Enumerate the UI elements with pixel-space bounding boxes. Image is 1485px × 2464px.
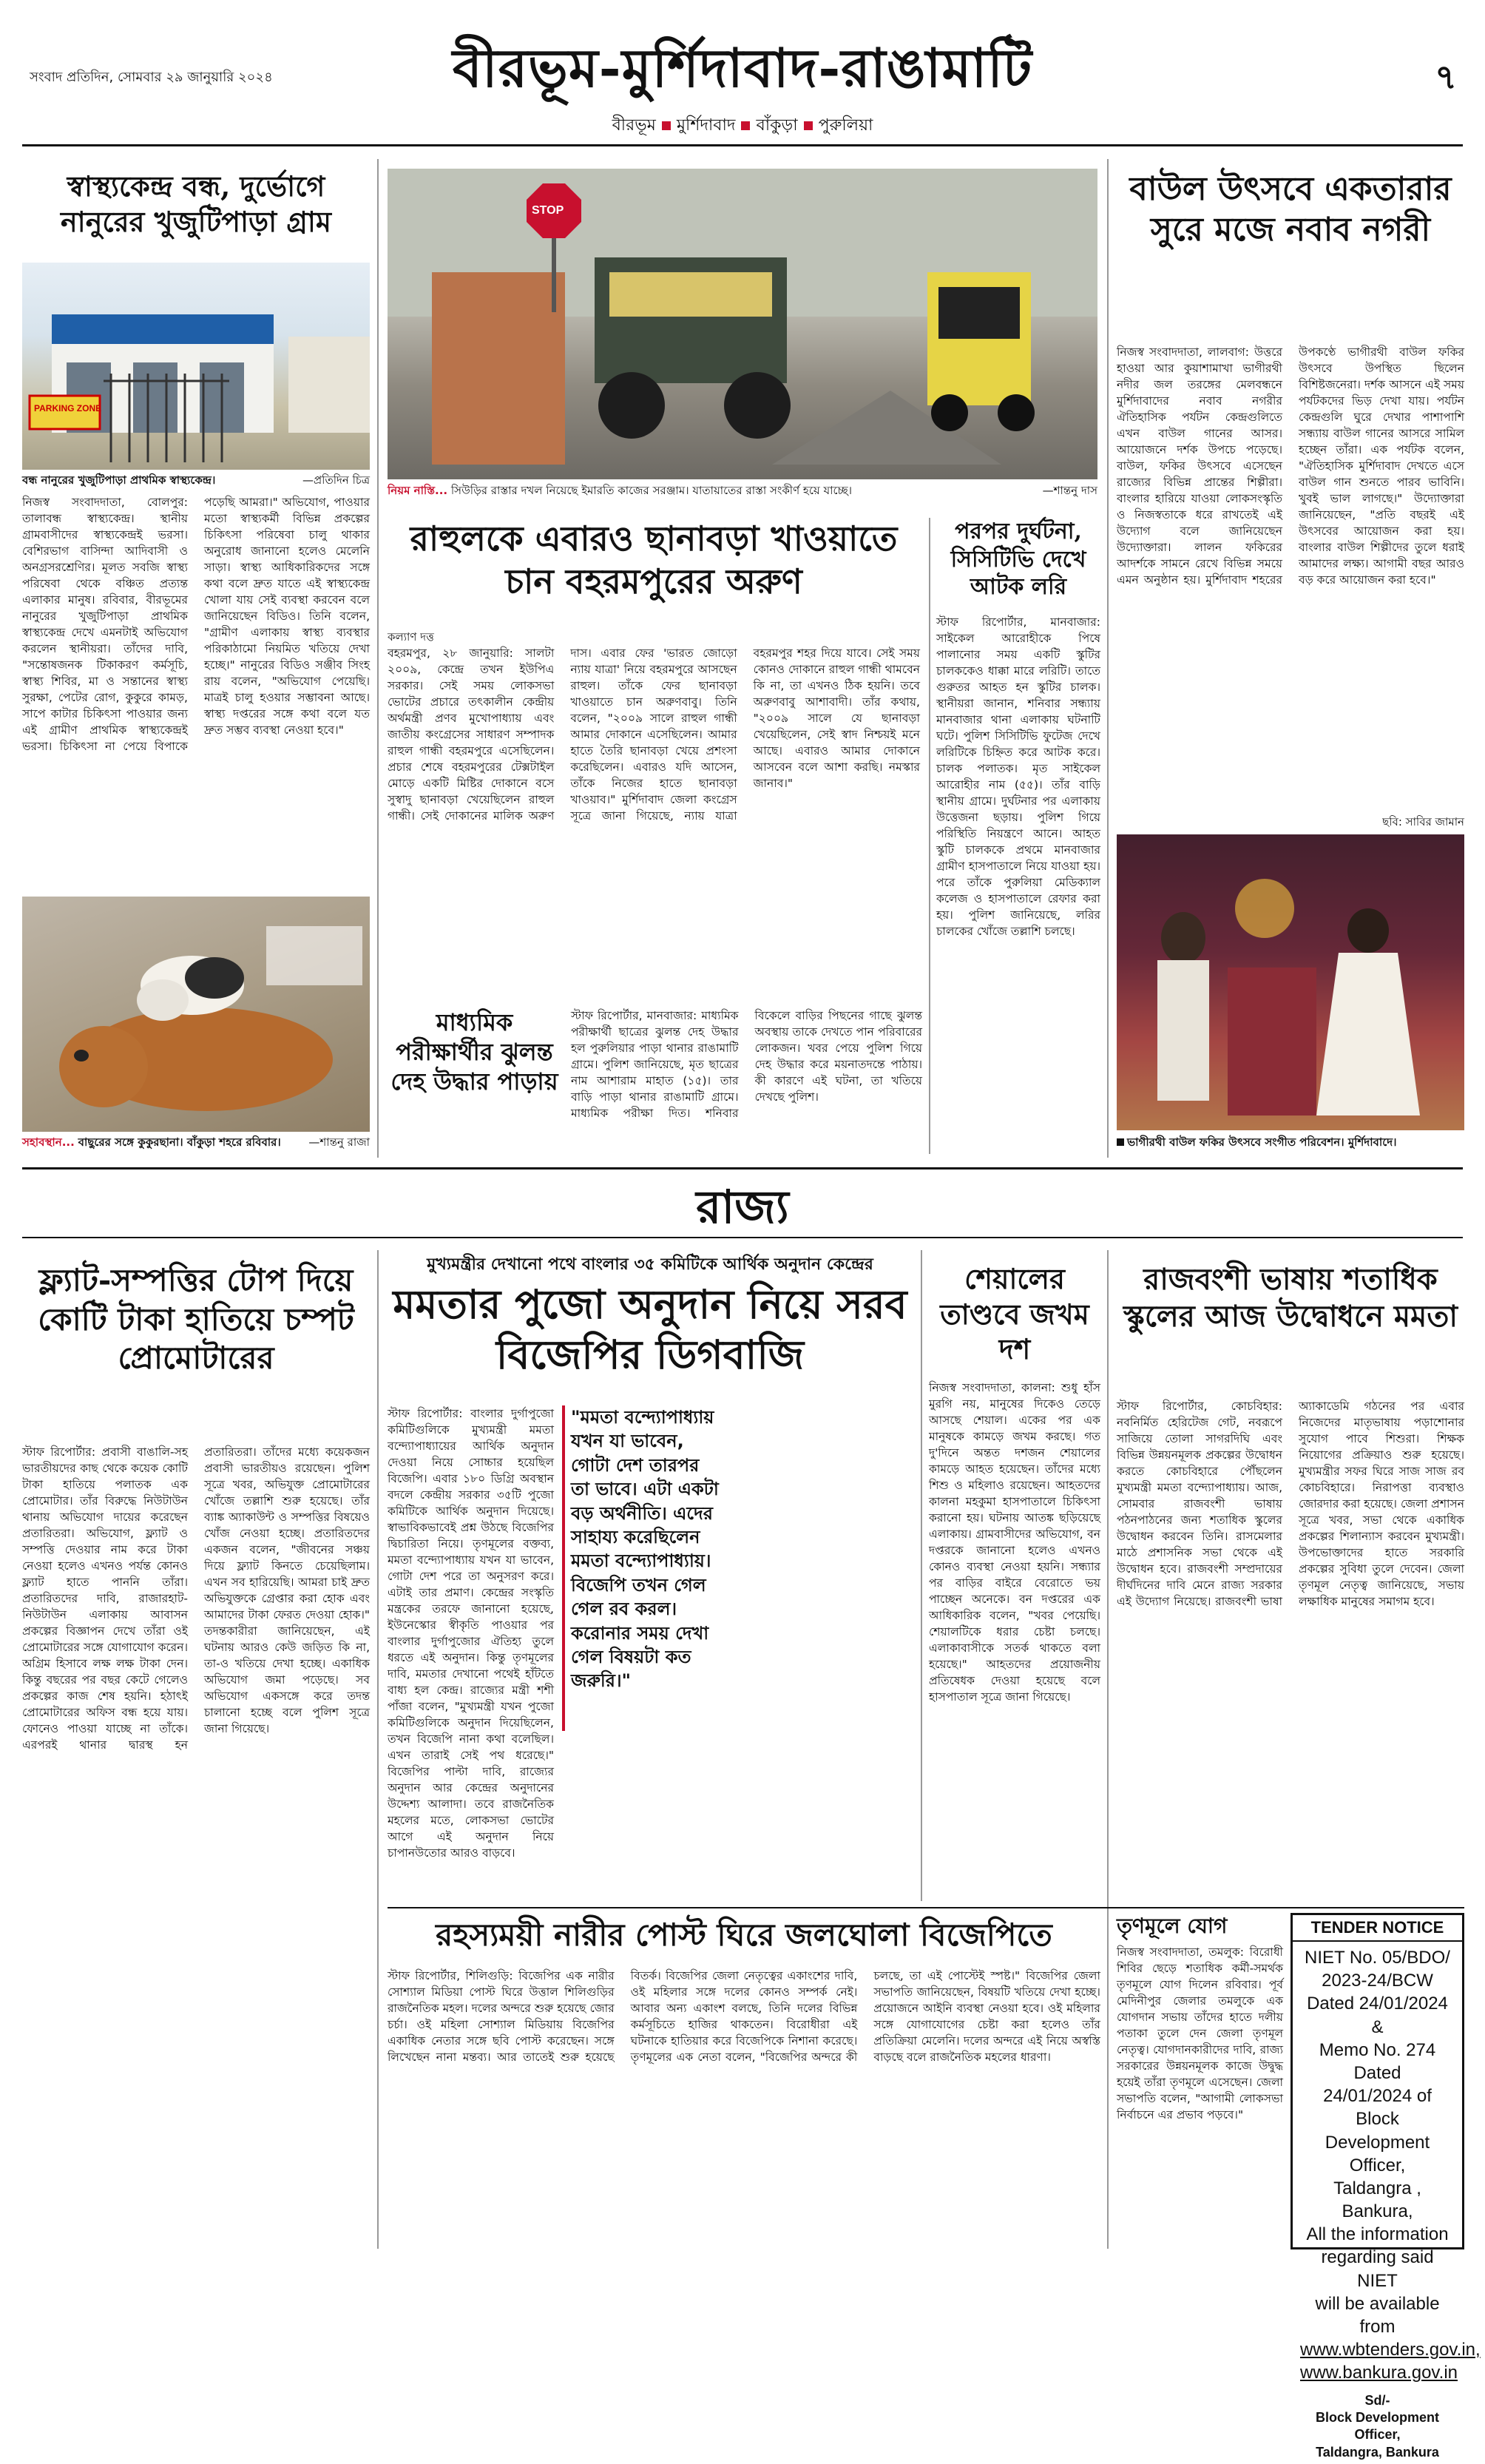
tender-notice-box xyxy=(1291,1913,1481,2460)
column-divider xyxy=(921,1250,922,1901)
tender-sign-line: Sd/- xyxy=(1364,2392,1390,2408)
caption-text: ভাগীরথী বাউল ফকির উৎসবে সংগীত পরিবেশন। মুর্শিদাবাদে। xyxy=(1127,1135,1397,1149)
square-bullet-icon xyxy=(804,121,813,130)
photo-credit: —শান্তনু দাস xyxy=(1042,484,1097,497)
body-pujo-continued xyxy=(732,1405,913,1742)
tender-line: 2023-24/BCW xyxy=(1322,1971,1433,1991)
photo-construction-road xyxy=(388,169,1097,479)
page-number: ৭ xyxy=(1435,57,1457,97)
headline-accident: পরপর দুর্ঘটনা, সিসিটিভি দেখে আটক লরি xyxy=(950,519,1086,600)
body-accident: স্টাফ রিপোর্টার, মানবাজার: সাইকেল আরোহীকে পিষে পালানোর সময় একটি স্কুটির চালককেও ধাক্কা মারে লরিটি। তাতে গুরুতর আহত হন স্কুটির চালক। স্থানীয়রা জানান, শনিবার সন্ধ্যায় মানবাজার থানা এলাকায় ঘটনাটি ঘটে। পুলিশ সিসিটিভি ফুটেজ দেখে লরিটিকে চিহ্নিত করে আটক করে। চালক পলাতক। মৃত সাইকেল আরোহীর নাম (৫৫)। তাঁর বাড়ি স্থানীয় গ্রামে। দুর্ঘটনার পর এলাকায় উত্তেজনা ছড়ায়। পুলিশ গিয়ে পরিস্থিতি নিয়ন্ত্রণে আনে। আহত স্কুটি চালককে প্রথমে মানবাজার গ্রামীণ হাসপাতালে নিয়ে যাওয়া হয়। পরে তাঁকে পুরুলিয়া মেডিক্যাল কলেজ ও হাসপাতালে রেফার করা হয়। পুলিশ জানিয়েছে, লরির চালকের খোঁজে তল্লাশি চলছে। xyxy=(936,615,1100,938)
photo-caption-stop xyxy=(388,484,1097,499)
column-divider xyxy=(1107,159,1109,1158)
caption-text: বাছুরের সঙ্গে কুকুরছানা। বাঁকুড়া শহরে রবিবার। xyxy=(78,1135,281,1149)
pull-quote-pujo xyxy=(562,1405,721,1731)
tender-link[interactable]: www.wbtenders.gov.in, xyxy=(1300,2340,1481,2360)
tender-link[interactable]: www.bankura.gov.in xyxy=(1300,2363,1458,2383)
tender-line: All the information xyxy=(1306,2224,1449,2245)
column-divider xyxy=(1107,1250,1109,2249)
headline-baul: বাউল উৎসবে একতারার সুরে মজে নবাব নগরী xyxy=(1129,170,1452,249)
tender-line: Memo No. 274 Dated xyxy=(1319,2039,1436,2083)
section-heading-rajya: রাজ্য xyxy=(696,1180,789,1234)
body-baul: নিজস্ব সংবাদদাতা, লালবাগ: উত্তরে হাওয়া আর কুয়াশামাখা ভাগীরথী নদীর জল তরঙ্গের মেলবন্ধনে মুর্শিদাবাদের নবাব নগরীর ঐতিহাসিক পর্যটন কেন্দ্রগুলিতে এখন বাউল গানের আসর। আয়োজনে দর্শক উপচে পড়েছে। বাউল, ফকির উৎসবে এসেছেন রাজ্যের বিভিন্ন প্রান্তের শিল্পীরা। বাংলার হারিয়ে যাওয়া লোকসংস্কৃতি ও নিজস্বতাকে ধরে রাখতেই এই উদ্যোগ বলে জানিয়েছেন উদ্যোক্তারা। লালন ফকিরের আদর্শকে সামনে রেখে বিভিন্ন সময়ে এমন অনুষ্ঠান হয়। মুর্শিদাবাদ শহরের উপকণ্ঠে ভাগীরথী বাউল ফকির উৎসবে উপস্থিত ছিলেন বিশিষ্টজনেরা। দর্শক আসনে এই সময় পর্যটকদের ভিড় দেখা যায়। পর্যটন কেন্দ্রগুলি ঘুরে দেখার পাশাপাশি সন্ধ্যায় বাউল গানের আসরে সামিল হচ্ছেন তাঁরা। এক পর্যটক বলেন, "ঐতিহাসিক মুর্শিদাবাদ দেখতে এসে বাউল গান শুনতে পারব ভাবিনি। খুবই ভাল লাগছে।" উদ্যোক্তারা জানিয়েছেন, "প্রতি বছরই এই উৎসবের আয়োজন করা হয়। বাংলার বাউল শিল্পীদের তুলে ধরাই আমাদের লক্ষ্য। আগামী বছর আরও বড় করে আয়োজন করা হবে।" xyxy=(1117,345,1464,587)
square-bullet-icon xyxy=(662,121,671,130)
body-rajbanshi: স্টাফ রিপোর্টার, কোচবিহার: নবনির্মিত হেরিটেজ গেট, নবরূপে সাজিয়ে তোলা সাগরদিঘি এবং বিভিন্ন উন্নয়নমূলক প্রকল্পের উদ্বোধন করতে কোচবিহারে পৌঁছলেন মুখ্যমন্ত্রী মমতা বন্দ্যোপাধ্যায়। আজ, সোমবার রাজবংশী ভাষায় পঠনপাঠনের জন্য শতাধিক স্কুলের উদ্বোধন করবেন তিনি। রাসমেলার মাঠে প্রশাসনিক সভা থেকে এই উদ্বোধন হবে। রাজবংশী সম্প্রদায়ের দীর্ঘদিনের দাবি মেনে রাজ্য সরকার এই উদ্যোগ নিয়েছে। রাজবংশী ভাষা অ্যাকাডেমি গঠনের পর এবার নিজেদের মাতৃভাষায় পড়াশোনার সুযোগ পাবে শিশুরা। শিক্ষক নিয়োগের প্রক্রিয়াও শুরু হয়েছে। মুখ্যমন্ত্রীর সফর ঘিরে সাজ সাজ রব কোচবিহারে। নিরাপত্তা ব্যবস্থাও জোরদার করা হয়েছে। জেলা প্রশাসন সূত্রে খবর, সভা থেকে একাধিক প্রকল্পের শিলান্যাস করবেন মুখ্যমন্ত্রী। উপভোক্তাদের হাতে সরকারি প্রকল্পের সুবিধা তুলে দেবেন। জেলা তৃণমূল নেতৃত্ব জানিয়েছে, সভায় লক্ষাধিক মানুষের সমাগম হবে। xyxy=(1117,1400,1464,1608)
body-health: নিজস্ব সংবাদদাতা, বোলপুর: তালাবন্ধ স্বাস্থ্যকেন্দ্র। স্থানীয় গ্রামবাসীদের স্বাস্থ্যকেন্দ্রই ভরসা। বেশিরভাগ বাসিন্দা আদিবাসী ও অনগ্রসরশ্রেণির। মূলত সবজি স্বাস্থ্য পরিষেবা থেকে বঞ্চিত প্রত্যন্ত এলাকার মানুষ। রবিবার, বীরভূমের নানুরের খুজুটিপাড়া প্রাথমিক স্বাস্থ্যকেন্দ্র দেখে এমনটাই অভিযোগ করলেন স্থানীয়রা। তাঁদের দাবি, "সন্তোষজনক টিকাকরণ কর্মসূচি, স্বাস্থ্য শিবির, মা ও সন্তানের স্বাস্থ্য সুরক্ষা, পেটের রোগ, কুকুরে কামড়, সাপে কাটার চিকিৎসা পাওয়ার জন্য এই গ্রামীণ প্রাথমিক স্বাস্থ্যকেন্দ্রই ভরসা। চিকিৎসা না পেয়ে বিপাকে পড়েছি আমরা।" অভিযোগ, পাওয়ার মতো স্বাস্থ্যকর্মী বিভিন্ন প্রকল্পের চিকিৎসা পরিষেবা চালু থাকার অনুরোধ জানানো হলেও মেলেনি সাড়া। স্বাস্থ্য আধিকারিকদের সঙ্গে কথা বলে দ্রুত যাতে এই স্বাস্থ্যকেন্দ্র খোলা যায় সেই ব্যবস্থা করবেন বলে জানিয়েছেন বিডিও। তিনি বলেন, "গ্রামীণ এলাকায় স্বাস্থ্য ব্যবস্থার পরিকাঠামো নিয়মিত খতিয়ে দেখা হচ্ছে।" নানুরের বিডিও সঞ্জীব সিংহ রায় বলেন, "অভিযোগ পেয়েছি। মাত্রই চালু হওয়ার সম্ভাবনা আছে। স্বাস্থ্য দপ্তরের সঙ্গে কথা বলে যত দ্রুত সম্ভব ব্যবস্থা নেওয়া হবে।" xyxy=(22,496,370,753)
health-centre-illustration xyxy=(22,263,370,470)
headline-student: মাধ্যমিক পরীক্ষার্থীর ঝুলন্ত দেহ উদ্ধার পাড়ায় xyxy=(390,1008,558,1096)
headline-rahul: রাহুলকে এবারও ছানাবড়া খাওয়াতে চান বহরমপুরের অরুণ xyxy=(410,519,898,601)
tender-signature xyxy=(1293,2389,1462,2464)
photo-caption-dog xyxy=(22,1135,370,1150)
section-list xyxy=(0,112,1485,140)
body-rahul: বহরমপুর, ২৮ জানুয়ারি: সালটা ২০০৯, কেন্দ্রে তখন ইউপিএ সরকার। সেই সময় লোকসভা ভোটের প্রচারে তৎকালীন কেন্দ্রীয় অর্থমন্ত্রী প্রণব মুখোপাধ্যায় এবং জাতীয় কংগ্রেসের সাধারণ সম্পাদক রাহুল গান্ধী বহরমপুরে এসেছিলেন। প্রচার শেষে বহরমপুরের টেক্সটাইল মোড়ে একটি মিষ্টির দোকানে বসে সুস্বাদু ছানাবড়া খেয়েছিলেন রাহুল গান্ধী। সেই দোকানের মালিক অরুণ দাস। এবার ফের 'ভারত জোড়ো ন্যায় যাত্রা' নিয়ে বহরমপুরে আসছেন রাহুল। তাঁকে ফের ছানাবড়া খাওয়াতে চান অরুণবাবু। তিনি বলেন, "২০০৯ সালে রাহুল গান্ধী আমার দোকানে এসেছিলেন। আমার হাতে তৈরি ছানাবড়া খেয়ে প্রশংসা করেছিলেন। এবারও যদি আসেন, তাঁকে নিজের হাতে ছানাবড়া খাওয়াব।" মুর্শিদাবাদ জেলা কংগ্রেস সূত্রে জানা গিয়েছে, ন্যায় যাত্রা বহরমপুর শহর দিয়ে যাবে। সেই সময় কোনও দোকানে রাহুল গান্ধী থামবেন কি না, তা এখনও ঠিক হয়নি। তবে অরুণবাবু আশাবাদী। তাঁর কথায়, "২০০৯ সালে যে ছানাবড়া খেয়েছিলেন, সেই স্বাদ নিশ্চয়ই মনে আছে। এবারও আমার দোকানে আসবেন বলে আশা করছি। নমস্কার জানাব।" xyxy=(388,647,920,823)
body-student: স্টাফ রিপোর্টার, মানবাজার: মাধ্যমিক পরীক্ষার্থী ছাত্রের ঝুলন্ত দেহ উদ্ধার হল পুরুলিয়ার পাড়া থানার রাঙামাটি গ্রামে। পুলিশ জানিয়েছে, মৃত ছাত্রের নাম আশারাম মাহাত (১৫)। তার বাড়ি পাড়া থানার রাঙামাটি গ্রামে। মাধ্যমিক পরীক্ষা দিত। শনিবার বিকেলে বাড়ির পিছনের গাছে ঝুলন্ত অবস্থায় তাকে দেখতে পান পরিবারের লোকজন। খবর পেয়ে পুলিশ গিয়ে দেহ উদ্ধার করে ময়নাতদন্তে পাঠায়। কী কারণে এই ঘটনা, তা খতিয়ে দেখছে পুলিশ। xyxy=(571,1009,922,1120)
caption-text: বন্ধ নানুরের খুজুটিপাড়া প্রাথমিক স্বাস্থ্যকেন্দ্র। xyxy=(22,473,216,487)
tender-line: 24/01/2024 of Block xyxy=(1323,2086,1432,2130)
section-rule xyxy=(22,1167,1463,1169)
headline-tmc: তৃণমূলে যোগ xyxy=(1117,1914,1228,1938)
tender-body xyxy=(1293,1942,1481,2389)
photo-credit: ছবি: সাবির জামান xyxy=(1382,815,1464,828)
tender-line: Development Officer, xyxy=(1325,2132,1430,2176)
parking-sign: PARKING ZONE xyxy=(34,403,102,414)
headline-rajbanshi: রাজবংশী ভাষায় শতাধিক স্কুলের আজ উদ্বোধনে মমতা xyxy=(1123,1262,1458,1334)
square-bullet-icon xyxy=(741,121,750,130)
body-jackal: নিজস্ব সংবাদদাতা, কালনা: শুধু হাঁস মুরগি নয়, মানুষের দিকেও তেড়ে আসছে শেয়াল। একের পর এক মানুষকে কামড়ে জখম করছে। গত দু'দিনে অন্তত দশজন শেয়ালের কামড়ে আহত হয়েছেন। তাঁদের মধ্যে শিশু ও মহিলাও রয়েছেন। আহতদের কালনা মহকুমা হাসপাতালে চিকিৎসা করানো হয়। ঘটনায় আতঙ্ক ছড়িয়েছে এলাকায়। গ্রামবাসীদের অভিযোগ, বন দপ্তরকে জানানো হলেও এখনও কোনও ব্যবস্থা নেওয়া হয়নি। সন্ধ্যার পর বাড়ির বাইরে বেরোতে ভয় পাচ্ছেন অনেকে। বন দপ্তরের এক আধিকারিক বলেন, "খবর পেয়েছি। শেয়ালটিকে ধরার চেষ্টা চলছে। এলাকাবাসীকে সতর্ক থাকতে বলা হয়েছে।" আহতদের প্রয়োজনীয় প্রতিষেধক দেওয়া হয়েছে বলে হাসপাতাল সূত্রে জানা গিয়েছে। xyxy=(929,1381,1100,1704)
headline-jackal: শেয়ালের তাণ্ডবে জখম দশ xyxy=(940,1262,1089,1366)
tender-line: Taldangra , Bankura, xyxy=(1333,2178,1421,2222)
photo-credit: —প্রতিদিন চিত্র xyxy=(302,473,370,487)
section-item[interactable]: মুর্শিদাবাদ xyxy=(676,116,736,135)
baul-performance-illustration xyxy=(1117,834,1464,1130)
column-divider xyxy=(377,159,379,1158)
column-divider xyxy=(377,1250,379,2249)
photo-calf-dog xyxy=(22,897,370,1132)
byline-rahul: কল্যাণ দত্ত xyxy=(388,630,434,644)
caption-text: সিউড়ির রাস্তার দখল নিয়েছে ইমারতি কাজের সরঞ্জাম। যাতায়াতের রাস্তা সংকীর্ণ হয়ে যাচ্ছে। xyxy=(450,484,853,497)
body-tmc: নিজস্ব সংবাদদাতা, তমলুক: বিরোধী শিবির ছেড়ে শতাধিক কর্মী-সমর্থক তৃণমূলে যোগ দিলেন রবিবার। পূর্ব মেদিনীপুর জেলার তমলুকে এক যোগদান সভায় তাঁদের হাতে দলীয় পতাকা তুলে দেন জেলা তৃণমূল নেতৃত্ব। যোগদানকারীদের দাবি, রাজ্য সরকারের উন্নয়নমূলক কাজে উদ্বুদ্ধ হয়েই তাঁরা তৃণমূলে এসেছেন। জেলা সভাপতি বলেন, "আগামী লোকসভা নির্বাচনে এর প্রভাব পড়বে।" xyxy=(1117,1945,1283,2122)
headline-health: স্বাস্থ্যকেন্দ্র বন্ধ, দুর্ভোগে নানুরের খুজুটিপাড়া গ্রাম xyxy=(61,169,331,238)
quote-text: "মমতা বন্দ্যোপাধ্যায় যখন যা ভাবেন, গোটা দেশ তারপর তা ভাবে। এটা একটা বড় অর্থনীতি। এদের সাহায্য করেছিলেন মমতা বন্দ্যোপাধ্যায়। বিজেপি তখন গেল গেল রব করল। করোনার সময় দেখা গেল বিষয়টা কত জরুরি।" xyxy=(571,1407,719,1692)
section-item[interactable]: পুরুলিয়া xyxy=(818,116,873,135)
tender-line: Dated 24/01/2024 & xyxy=(1307,1994,1448,2037)
photo-health-centre xyxy=(22,263,370,470)
tender-sign-line: Block Development Officer, xyxy=(1315,2409,1440,2443)
construction-road-illustration xyxy=(388,169,1097,479)
headline-pujo: মমতার পুজো অনুদান নিয়ে সরব বিজেপির ডিগবাজি xyxy=(393,1280,907,1378)
tender-line: NIET No. 05/BDO/ xyxy=(1305,1948,1450,1968)
body-bjp: স্টাফ রিপোর্টার, শিলিগুড়ি: বিজেপির এক নারীর সোশ্যাল মিডিয়া পোস্ট ঘিরে উত্তাল শিলিগুড়ির রাজনৈতিক মহল। দলের অন্দরে শুরু হয়েছে জোর চর্চা। ওই মহিলা সোশ্যাল মিডিয়ায় বিজেপির একাধিক নেতার সঙ্গে ছবি পোস্ট করেছেন। সঙ্গে লিখেছেন নানা মন্তব্য। আর তাতেই শুরু হয়েছে বিতর্ক। বিজেপির জেলা নেতৃত্বের একাংশের দাবি, ওই মহিলার সঙ্গে দলের কোনও সম্পর্ক নেই। আবার অন্য একাংশ বলছে, তিনি দলের বিভিন্ন কর্মসূচিতে হাজির থাকতেন। বিরোধীরা এই ঘটনাকে হাতিয়ার করে বিজেপিকে নিশানা করেছে। তৃণমূলের এক নেতা বলেন, "বিজেপির অন্দরে কী চলছে, তা এই পোস্টেই স্পষ্ট।" বিজেপির জেলা সভাপতি জানিয়েছেন, বিষয়টি খতিয়ে দেখা হচ্ছে। প্রয়োজনে আইনি ব্যবস্থা নেওয়া হবে। ওই মহিলার সঙ্গে যোগাযোগের চেষ্টা করা হলেও তাঁর প্রতিক্রিয়া মেলেনি। দলের অন্দরে এই নিয়ে অস্বস্তি বাড়ছে বলে রাজনৈতিক মহলের ধারণা। xyxy=(388,1969,1100,2064)
body-flat: স্টাফ রিপোর্টার: প্রবাসী বাঙালি-সহ ভারতীয়দের কাছ থেকে কয়েক কোটি টাকা হাতিয়ে পলাতক এক প্রোমোটার। তাঁর বিরুদ্ধে নিউটাউন থানায় অভিযোগ দায়ের করেছেন প্রতারিতরা। অভিযোগ, ফ্ল্যাট ও সম্পত্তি দেওয়ার নাম করে টাকা নেওয়া হলেও এখনও পর্যন্ত কোনও ফ্ল্যাট হাতে পাননি তাঁরা। প্রতারিতদের দাবি, রাজারহাট-নিউটাউন এলাকায় আবাসন প্রকল্পের বিজ্ঞাপন দেখে তাঁরা ওই প্রোমোটারের সঙ্গে যোগাযোগ করেন। অগ্রিম হিসাবে লক্ষ লক্ষ টাকা দেন। কিন্তু বছরের পর বছর কেটে গেলেও প্রকল্পের কাজ শেষ হয়নি। হঠাৎই প্রোমোটারের অফিস বন্ধ হয়ে যায়। ফোনেও পাওয়া যাচ্ছে না তাঁকে। এরপরই থানার দ্বারস্থ হন প্রতারিতরা। তাঁদের মধ্যে কয়েকজন প্রবাসী ভারতীয়ও রয়েছেন। পুলিশ সূত্রে খবর, অভিযুক্ত প্রোমোটারের খোঁজে তল্লাশি শুরু হয়েছে। তাঁর ব্যাঙ্ক অ্যাকাউন্ট ও সম্পত্তির বিষয়েও খোঁজ নেওয়া হচ্ছে। প্রতারিতদের একজন বলেন, "জীবনের সঞ্চয় দিয়ে ফ্ল্যাট কিনতে চেয়েছিলাম। এখন সব হারিয়েছি। আমরা চাই দ্রুত অভিযুক্তকে গ্রেপ্তার করা হোক এবং আমাদের টাকা ফেরত দেওয়া হোক।" তদন্তকারীরা জানিয়েছেন, এই ঘটনায় আরও কেউ জড়িত কি না, তা-ও খতিয়ে দেখা হচ্ছে। একাধিক অভিযোগ জমা পড়েছে। সব অভিযোগ একসঙ্গে করে তদন্ত চালানো হচ্ছে বলে পুলিশ সূত্রে জানা গিয়েছে। xyxy=(22,1445,370,1752)
photo-baul-performance xyxy=(1117,834,1464,1130)
headline-flat: ফ্ল্যাট-সম্পত্তির টোপ দিয়ে কোটি টাকা হাতিয়ে চম্পট প্রোমোটারের xyxy=(38,1262,354,1376)
tender-title: TENDER NOTICE xyxy=(1293,1915,1462,1942)
tender-line: regarding said NIET xyxy=(1321,2247,1434,2291)
calf-dog-illustration xyxy=(22,897,370,1132)
tender-line: will be available from xyxy=(1315,2293,1440,2337)
story-rule xyxy=(388,1907,1464,1908)
photo-caption-health xyxy=(22,473,370,488)
body-pujo-bottom xyxy=(388,1746,913,1901)
masthead-rule xyxy=(22,144,1463,146)
body-pujo: স্টাফ রিপোর্টার: বাংলার দুর্গাপুজো কমিটিগুলিকে মুখ্যমন্ত্রী মমতা বন্দ্যোপাধ্যায়ের আর্থিক অনুদান দেওয়া নিয়ে সোচ্চার হয়েছিল বিজেপি। এবার ১৮০ ডিগ্রি অবস্থান বদলে কেন্দ্রীয় সরকার ৩৫টি পুজো কমিটিকে আর্থিক অনুদান দিয়েছে। স্বাভাবিকভাবেই প্রশ্ন উঠছে বিজেপির দ্বিচারিতা নিয়ে। তৃণমূলের বক্তব্য, মমতা বন্দ্যোপাধ্যায় যখন যা ভাবেন, গোটা দেশ পরে তা অনুসরণ করে। এটাই তার প্রমাণ। কেন্দ্রের সংস্কৃতি মন্ত্রকের তরফে জানানো হয়েছে, ইউনেস্কোর স্বীকৃতি পাওয়ার পর বাংলার দুর্গাপুজোর ঐতিহ্য তুলে ধরতে এই অনুদান। কিন্তু তৃণমূলের দাবি, মমতার দেখানো পথেই হাঁটতে বাধ্য হল কেন্দ্র। রাজ্যের মন্ত্রী শশী পাঁজা বলেন, "মুখ্যমন্ত্রী যখন পুজো কমিটিগুলিকে অনুদান দিয়েছিলেন, তখন বিজেপি নানা কথা বলেছিল। এখন তারাই সেই পথ ধরেছে।" বিজেপির পাল্টা দাবি, রাজ্যের অনুদান আর কেন্দ্রের অনুদানের উদ্দেশ্য আলাদা। তবে রাজনৈতিক মহলের মতে, লোকসভা ভোটের আগে এই অনুদান নিয়ে চাপানউতোর আরও বাড়বে। xyxy=(388,1407,554,1860)
masthead-title: বীরভূম-মুর্শিদাবাদ-রাঙামাটি xyxy=(452,36,1033,99)
photo-caption-baul xyxy=(1117,1135,1464,1150)
column-divider xyxy=(929,518,930,1154)
square-bullet-icon xyxy=(1117,1138,1124,1146)
caption-label: সহাবস্থান... xyxy=(22,1135,75,1149)
section-item[interactable]: বীরভূম xyxy=(612,116,656,135)
kicker-pujo: মুখ্যমন্ত্রীর দেখানো পথে বাংলার ৩৫ কমিটিকে আর্থিক অনুদান কেন্দ্রের xyxy=(427,1255,873,1274)
photo-credit: —শান্তনু রাজা xyxy=(308,1135,370,1149)
headline-bjp: রহস্যময়ী নারীর পোস্ট ঘিরে জলঘোলা বিজেপিতে xyxy=(436,1917,1052,1953)
stop-sign: STOP xyxy=(532,204,564,217)
caption-label: নিয়ম নাস্তি... xyxy=(388,484,448,497)
section-rule xyxy=(22,1237,1463,1238)
section-item[interactable]: বাঁকুড়া xyxy=(756,116,798,135)
dateline: সংবাদ প্রতিদিন, সোমবার ২৯ জানুয়ারি ২০২৪ xyxy=(30,70,273,85)
tender-sign-line: Taldangra, Bankura xyxy=(1316,2444,1439,2460)
